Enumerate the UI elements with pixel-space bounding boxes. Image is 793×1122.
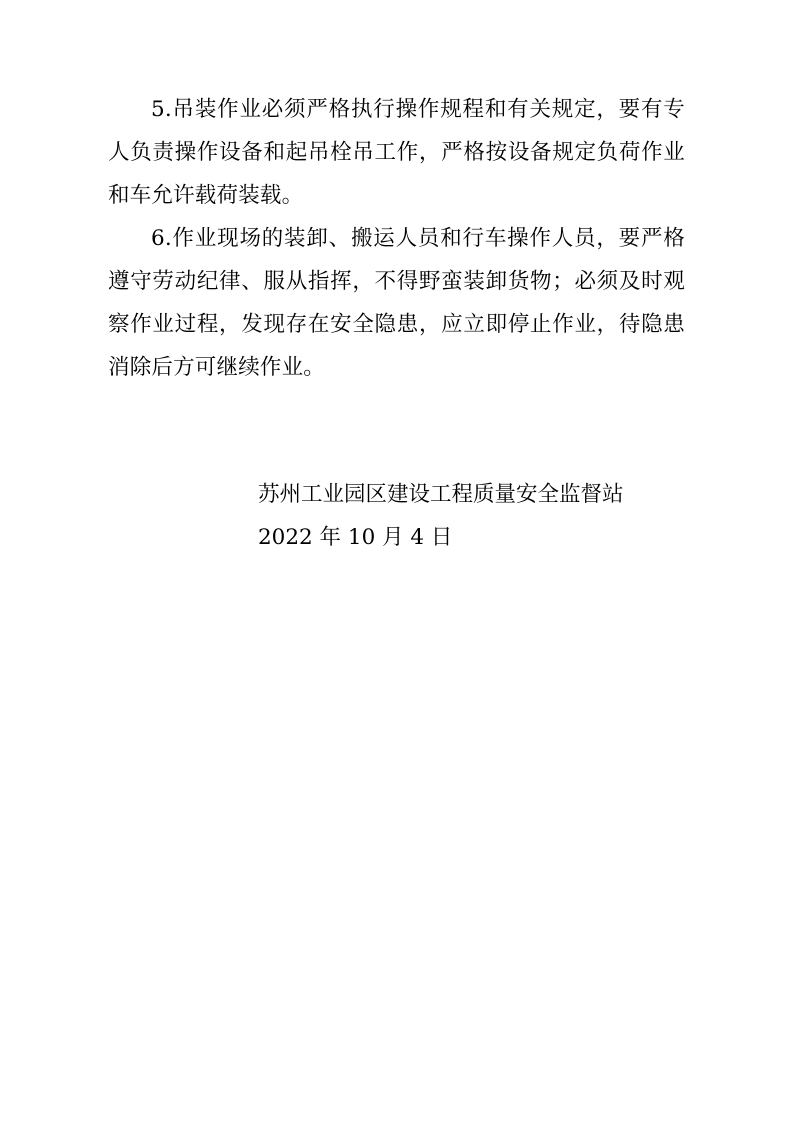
document-body xyxy=(108,88,685,559)
issuing-organization: 苏州工业园区建设工程质量安全监督站 xyxy=(258,482,624,507)
signature-block xyxy=(108,473,685,559)
issue-date: 2022 年 10 月 4 日 xyxy=(258,525,453,550)
paragraph-6: 6.作业现场的装卸、搬运人员和行车操作人员，要严格遵守劳动纪律、服从指挥，不得野蛮装卸货物；必须及时观察作业过程，发现存在安全隐患，应立即停止作业，待隐患消除后方可继续作业。 xyxy=(108,226,685,380)
paragraph-5: 5.吊装作业必须严格执行操作规程和有关规定，要有专人负责操作设备和起吊栓吊工作，严格按设备规定负荷作业和车允许载荷装载。 xyxy=(108,97,685,208)
